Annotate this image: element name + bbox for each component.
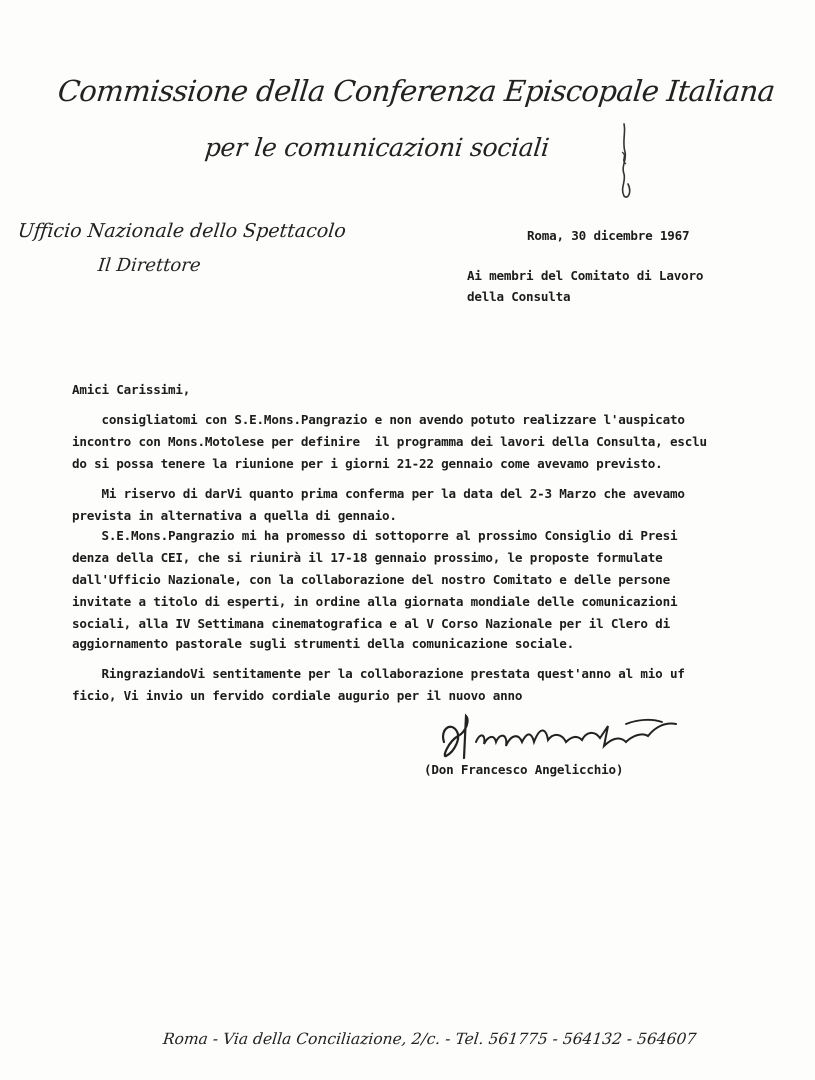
body-line: invitate a titolo di esperti, in ordine alla giornata mondiale delle comunicazioni bbox=[72, 594, 678, 609]
letterhead-title: Commissione della Conferenza Episcopale Italiana bbox=[56, 74, 777, 108]
body-line: do si possa tenere la riunione per i giorni 21-22 gennaio come avevamo previsto. bbox=[72, 456, 663, 471]
date-line: Roma, 30 dicembre 1967 bbox=[527, 228, 690, 243]
letterhead-subtitle: per le comunicazioni sociali bbox=[203, 133, 551, 162]
sender-title: Il Direttore bbox=[96, 255, 202, 276]
salutation: Amici Carissimi, bbox=[72, 382, 191, 397]
body-line: sociali, alla IV Settimana cinematografica e al V Corso Nazionale per il Clero di bbox=[72, 616, 670, 631]
body-line: incontro con Mons.Motolese per definire il programma dei lavori della Consulta, esclu bbox=[72, 434, 707, 449]
body-line: RingraziandoVi sentitamente per la collaborazione prestata quest'anno al mio uf bbox=[72, 666, 685, 681]
body-line: aggiornamento pastorale sugli strumenti della comunicazione sociale. bbox=[72, 636, 574, 651]
body-line: prevista in alternativa a quella di gennaio. bbox=[72, 508, 397, 523]
pen-mark-icon bbox=[612, 122, 642, 202]
footer-address: Roma - Via della Conciliazione, 2/c. - Tel. 561775 - 564132 - 564607 bbox=[162, 1030, 698, 1048]
body-line: consigliatomi con S.E.Mons.Pangrazio e non avendo potuto realizzare l'auspicato bbox=[72, 412, 685, 427]
body-line: denza della CEI, che si riunirà il 17-18 gennaio prossimo, le proposte formulate bbox=[72, 550, 663, 565]
recipient-line: della Consulta bbox=[467, 289, 571, 304]
body-line: S.E.Mons.Pangrazio mi ha promesso di sottoporre al prossimo Consiglio di Presi bbox=[72, 528, 678, 543]
recipient-line: Ai membri del Comitato di Lavoro bbox=[467, 268, 704, 283]
signer-name: (Don Francesco Angelicchio) bbox=[424, 762, 624, 777]
body-line: Mi riservo di darVi quanto prima conferma per la data del 2-3 Marzo che avevamo bbox=[72, 486, 685, 501]
handwritten-signature bbox=[436, 712, 686, 764]
sender-office: Ufficio Nazionale dello Spettacolo bbox=[16, 220, 347, 242]
body-line: dall'Ufficio Nazionale, con la collaborazione del nostro Comitato e delle persone bbox=[72, 572, 670, 587]
body-line: ficio, Vi invio un fervido cordiale augurio per il nuovo anno bbox=[72, 688, 523, 703]
